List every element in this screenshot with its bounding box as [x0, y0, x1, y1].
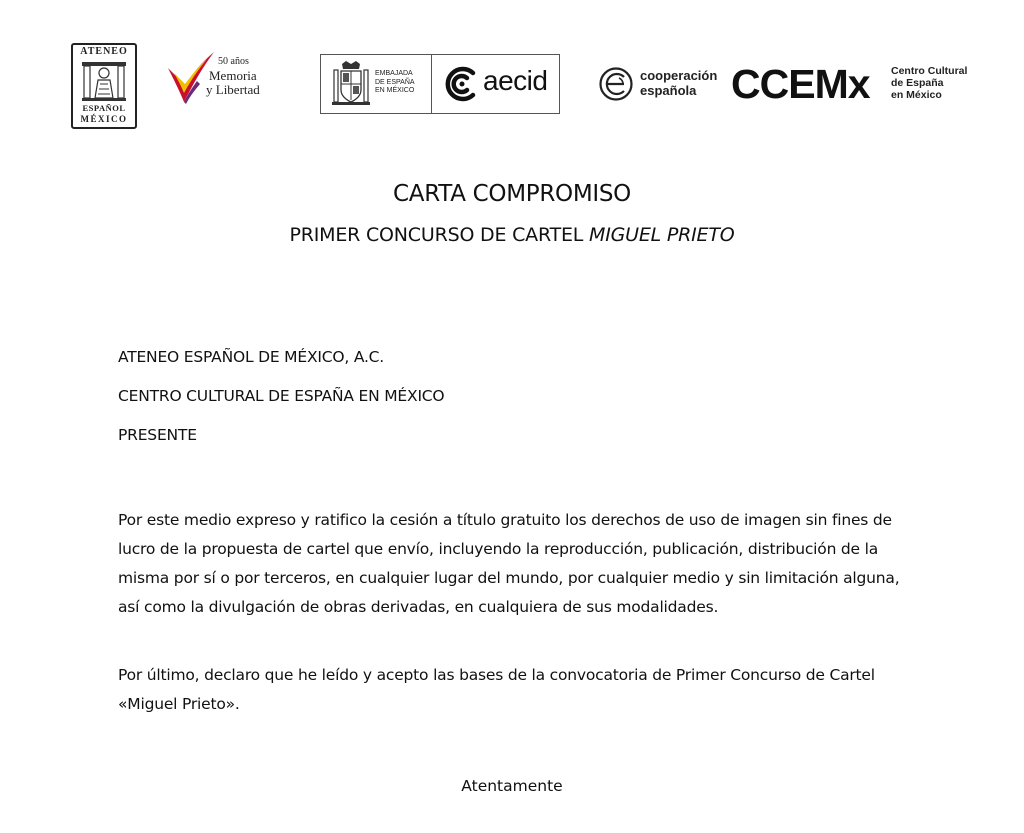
memoria-libertad-logo — [162, 46, 272, 108]
subtitle-prefix: PRIMER CONCURSO DE CARTEL — [289, 224, 590, 246]
memoria-line-1: Memoria — [209, 68, 257, 83]
memoria-years-text: 50 años — [218, 56, 249, 67]
memoria-line-2: y Libertad — [206, 82, 260, 97]
cooperacion-espanola-logo — [597, 64, 722, 104]
subtitle-italic-name: MIGUEL PRIETO — [589, 224, 735, 246]
document-subtitle — [0, 224, 1024, 246]
aecid-mark-icon — [443, 65, 479, 103]
ateneo-logo-bottom-text-2: MÉXICO — [80, 114, 128, 124]
embajada-text: EMBAJADA DE ESPAÑA EN MÉXICO — [375, 70, 415, 94]
ateneo-espanol-logo — [71, 43, 137, 129]
cooperacion-line-2: española — [640, 83, 697, 98]
closing-salutation: Atentamente — [461, 777, 563, 795]
ateneo-logo-top-text: ATENEO — [80, 46, 128, 57]
cooperacion-line-1: cooperación — [640, 68, 718, 83]
ccemx-subtitle: Centro Cultural de España en México — [891, 65, 968, 101]
logo-divider — [431, 55, 432, 113]
cooperacion-mark-icon — [597, 64, 635, 104]
addressee-line-2: CENTRO CULTURAL DE ESPAÑA EN MÉXICO — [118, 387, 445, 405]
document-title: CARTA COMPROMISO — [393, 181, 631, 207]
ccemx-wordmark: CCEMx — [731, 61, 870, 107]
ateneo-logo-bottom-text-1: ESPAÑOL — [82, 103, 126, 113]
aecid-wordmark: aecid — [483, 65, 548, 96]
spanish-coat-of-arms-icon — [332, 60, 370, 108]
body-paragraph-2: Por último, declaro que he leído y acepto las bases de la convocatoria de Primer Concurso de Cartel «Miguel Prieto». — [118, 666, 875, 713]
body-paragraph-1: Por este medio expreso y ratifico la cesión a título gratuito los derechos de uso de imagen sin fines de lucro de la propuesta de cartel que envío, incluyendo la reproducción, publicación, distribución de la misma por sí o por terceros, en cualquier lugar del mundo, por cualquier medio y sin limitación alguna, así como la divulgación de obras derivadas, en cualquiera de sus modalidades. — [118, 511, 900, 616]
ccemx-logo — [731, 60, 976, 110]
addressee-line-1: ATENEO ESPAÑOL DE MÉXICO, A.C. — [118, 348, 385, 366]
addressee-line-3: PRESENTE — [118, 426, 197, 444]
ateneo-figure-icon — [80, 58, 128, 102]
embajada-aecid-logo — [320, 54, 560, 114]
